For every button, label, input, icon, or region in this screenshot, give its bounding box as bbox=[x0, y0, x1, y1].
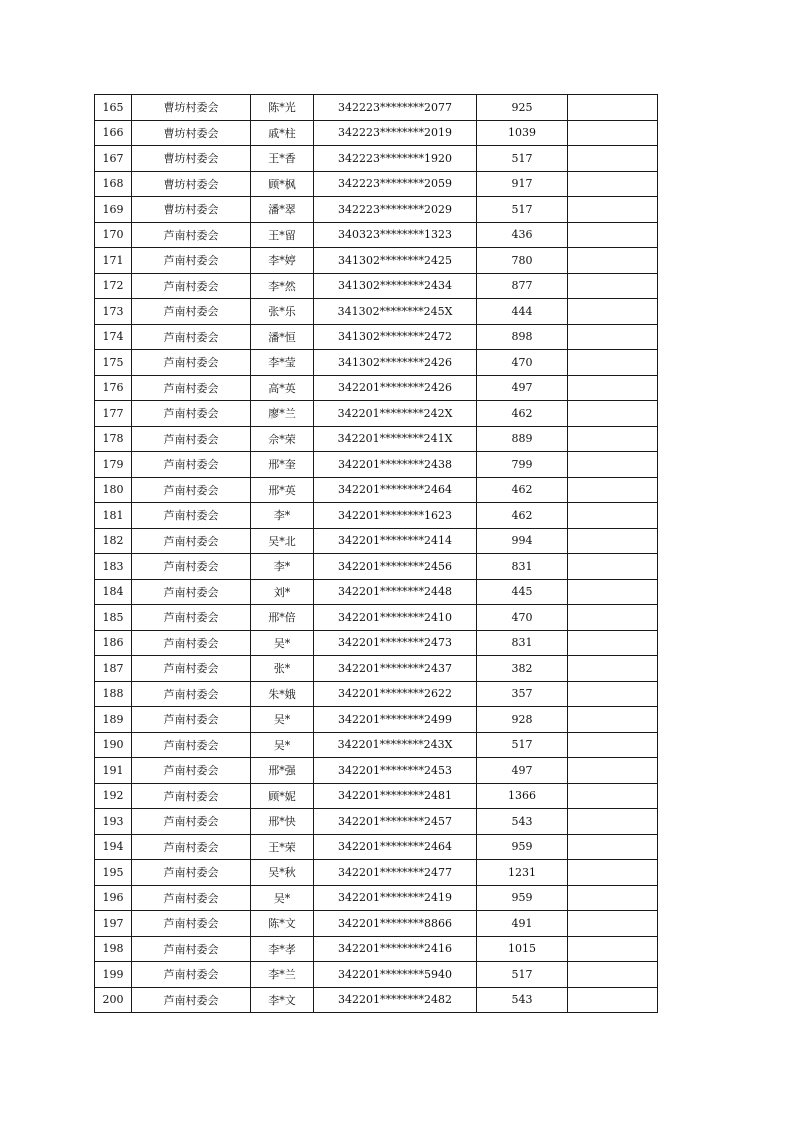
remarks-cell bbox=[568, 197, 658, 223]
village-committee-cell: 曹坊村委会 bbox=[132, 95, 251, 121]
row-number-cell: 196 bbox=[95, 885, 132, 911]
person-name-cell: 吴* bbox=[251, 707, 314, 733]
amount-cell: 925 bbox=[477, 95, 568, 121]
table-row bbox=[95, 528, 658, 554]
remarks-cell bbox=[568, 452, 658, 478]
village-committee-cell: 芦南村委会 bbox=[132, 528, 251, 554]
person-name-cell: 李*婷 bbox=[251, 248, 314, 274]
row-number-cell: 168 bbox=[95, 171, 132, 197]
village-committee-cell: 芦南村委会 bbox=[132, 962, 251, 988]
remarks-cell bbox=[568, 426, 658, 452]
id-number-cell: 342201********2477 bbox=[314, 860, 477, 886]
remarks-cell bbox=[568, 707, 658, 733]
id-number-cell: 342223********2077 bbox=[314, 95, 477, 121]
amount-cell: 445 bbox=[477, 579, 568, 605]
table-row bbox=[95, 783, 658, 809]
id-number-cell: 342201********2499 bbox=[314, 707, 477, 733]
village-committee-cell: 芦南村委会 bbox=[132, 860, 251, 886]
row-number-cell: 175 bbox=[95, 350, 132, 376]
village-committee-cell: 芦南村委会 bbox=[132, 783, 251, 809]
remarks-cell bbox=[568, 248, 658, 274]
id-number-cell: 342223********1920 bbox=[314, 146, 477, 172]
person-name-cell: 李*莹 bbox=[251, 350, 314, 376]
person-name-cell: 佘*荣 bbox=[251, 426, 314, 452]
amount-cell: 959 bbox=[477, 834, 568, 860]
remarks-cell bbox=[568, 350, 658, 376]
remarks-cell bbox=[568, 375, 658, 401]
remarks-cell bbox=[568, 681, 658, 707]
village-committee-cell: 曹坊村委会 bbox=[132, 171, 251, 197]
row-number-cell: 176 bbox=[95, 375, 132, 401]
person-name-cell: 吴* bbox=[251, 885, 314, 911]
table-row bbox=[95, 197, 658, 223]
person-name-cell: 吴* bbox=[251, 630, 314, 656]
amount-cell: 799 bbox=[477, 452, 568, 478]
village-committee-cell: 芦南村委会 bbox=[132, 477, 251, 503]
amount-cell: 462 bbox=[477, 503, 568, 529]
remarks-cell bbox=[568, 401, 658, 427]
amount-cell: 877 bbox=[477, 273, 568, 299]
person-name-cell: 廖*兰 bbox=[251, 401, 314, 427]
village-committee-cell: 曹坊村委会 bbox=[132, 146, 251, 172]
row-number-cell: 190 bbox=[95, 732, 132, 758]
village-committee-cell: 芦南村委会 bbox=[132, 987, 251, 1013]
amount-cell: 444 bbox=[477, 299, 568, 325]
amount-cell: 831 bbox=[477, 554, 568, 580]
person-name-cell: 邢*强 bbox=[251, 758, 314, 784]
person-name-cell: 李* bbox=[251, 503, 314, 529]
id-number-cell: 342201********241X bbox=[314, 426, 477, 452]
village-committee-cell: 芦南村委会 bbox=[132, 681, 251, 707]
remarks-cell bbox=[568, 630, 658, 656]
person-name-cell: 高*英 bbox=[251, 375, 314, 401]
remarks-cell bbox=[568, 936, 658, 962]
row-number-cell: 194 bbox=[95, 834, 132, 860]
row-number-cell: 166 bbox=[95, 120, 132, 146]
amount-cell: 517 bbox=[477, 146, 568, 172]
village-committee-cell: 芦南村委会 bbox=[132, 375, 251, 401]
id-number-cell: 342201********2448 bbox=[314, 579, 477, 605]
table-row bbox=[95, 809, 658, 835]
id-number-cell: 342201********2482 bbox=[314, 987, 477, 1013]
remarks-cell bbox=[568, 273, 658, 299]
amount-cell: 1366 bbox=[477, 783, 568, 809]
person-name-cell: 邢*倍 bbox=[251, 605, 314, 631]
table-row bbox=[95, 579, 658, 605]
table-row bbox=[95, 477, 658, 503]
village-committee-cell: 芦南村委会 bbox=[132, 656, 251, 682]
remarks-cell bbox=[568, 146, 658, 172]
village-committee-cell: 芦南村委会 bbox=[132, 834, 251, 860]
person-name-cell: 吴* bbox=[251, 732, 314, 758]
village-committee-cell: 芦南村委会 bbox=[132, 401, 251, 427]
amount-cell: 917 bbox=[477, 171, 568, 197]
amount-cell: 497 bbox=[477, 758, 568, 784]
id-number-cell: 342201********5940 bbox=[314, 962, 477, 988]
row-number-cell: 172 bbox=[95, 273, 132, 299]
person-name-cell: 刘* bbox=[251, 579, 314, 605]
village-committee-cell: 芦南村委会 bbox=[132, 630, 251, 656]
person-name-cell: 王*香 bbox=[251, 146, 314, 172]
person-name-cell: 王*荣 bbox=[251, 834, 314, 860]
village-committee-cell: 芦南村委会 bbox=[132, 222, 251, 248]
amount-cell: 436 bbox=[477, 222, 568, 248]
remarks-cell bbox=[568, 554, 658, 580]
village-committee-cell: 芦南村委会 bbox=[132, 324, 251, 350]
id-number-cell: 342201********2416 bbox=[314, 936, 477, 962]
table-row bbox=[95, 681, 658, 707]
id-number-cell: 342223********2029 bbox=[314, 197, 477, 223]
table-row bbox=[95, 248, 658, 274]
table-row bbox=[95, 860, 658, 886]
village-committee-cell: 芦南村委会 bbox=[132, 707, 251, 733]
row-number-cell: 189 bbox=[95, 707, 132, 733]
table-row bbox=[95, 707, 658, 733]
table-row bbox=[95, 911, 658, 937]
id-number-cell: 342201********2464 bbox=[314, 834, 477, 860]
id-number-cell: 342201********2414 bbox=[314, 528, 477, 554]
village-committee-cell: 芦南村委会 bbox=[132, 503, 251, 529]
table-row bbox=[95, 426, 658, 452]
amount-cell: 1231 bbox=[477, 860, 568, 886]
amount-cell: 491 bbox=[477, 911, 568, 937]
row-number-cell: 170 bbox=[95, 222, 132, 248]
row-number-cell: 193 bbox=[95, 809, 132, 835]
remarks-cell bbox=[568, 605, 658, 631]
row-number-cell: 188 bbox=[95, 681, 132, 707]
id-number-cell: 342223********2059 bbox=[314, 171, 477, 197]
person-name-cell: 李*孝 bbox=[251, 936, 314, 962]
table-row bbox=[95, 401, 658, 427]
row-number-cell: 174 bbox=[95, 324, 132, 350]
amount-cell: 517 bbox=[477, 732, 568, 758]
id-number-cell: 341302********245X bbox=[314, 299, 477, 325]
id-number-cell: 341302********2426 bbox=[314, 350, 477, 376]
id-number-cell: 340323********1323 bbox=[314, 222, 477, 248]
village-committee-cell: 芦南村委会 bbox=[132, 273, 251, 299]
person-name-cell: 潘*恒 bbox=[251, 324, 314, 350]
amount-cell: 1039 bbox=[477, 120, 568, 146]
person-name-cell: 张*乐 bbox=[251, 299, 314, 325]
row-number-cell: 171 bbox=[95, 248, 132, 274]
amount-cell: 889 bbox=[477, 426, 568, 452]
id-number-cell: 342201********242X bbox=[314, 401, 477, 427]
row-number-cell: 182 bbox=[95, 528, 132, 554]
row-number-cell: 192 bbox=[95, 783, 132, 809]
remarks-cell bbox=[568, 962, 658, 988]
table-row bbox=[95, 554, 658, 580]
person-name-cell: 李*然 bbox=[251, 273, 314, 299]
table-row bbox=[95, 146, 658, 172]
remarks-cell bbox=[568, 885, 658, 911]
person-name-cell: 张* bbox=[251, 656, 314, 682]
id-number-cell: 342201********2453 bbox=[314, 758, 477, 784]
table-row bbox=[95, 299, 658, 325]
person-name-cell: 朱*娥 bbox=[251, 681, 314, 707]
id-number-cell: 342201********243X bbox=[314, 732, 477, 758]
village-committee-cell: 芦南村委会 bbox=[132, 732, 251, 758]
id-number-cell: 341302********2425 bbox=[314, 248, 477, 274]
row-number-cell: 199 bbox=[95, 962, 132, 988]
remarks-cell bbox=[568, 834, 658, 860]
id-number-cell: 342201********2457 bbox=[314, 809, 477, 835]
remarks-cell bbox=[568, 732, 658, 758]
row-number-cell: 167 bbox=[95, 146, 132, 172]
table-row bbox=[95, 324, 658, 350]
remarks-cell bbox=[568, 656, 658, 682]
id-number-cell: 341302********2472 bbox=[314, 324, 477, 350]
id-number-cell: 342201********2410 bbox=[314, 605, 477, 631]
id-number-cell: 342201********2438 bbox=[314, 452, 477, 478]
table-row bbox=[95, 834, 658, 860]
village-committee-cell: 芦南村委会 bbox=[132, 911, 251, 937]
remarks-cell bbox=[568, 987, 658, 1013]
village-committee-cell: 芦南村委会 bbox=[132, 554, 251, 580]
person-name-cell: 吴*北 bbox=[251, 528, 314, 554]
amount-cell: 470 bbox=[477, 605, 568, 631]
person-name-cell: 邢*奎 bbox=[251, 452, 314, 478]
row-number-cell: 187 bbox=[95, 656, 132, 682]
id-number-cell: 342201********2473 bbox=[314, 630, 477, 656]
remarks-cell bbox=[568, 579, 658, 605]
person-name-cell: 邢*快 bbox=[251, 809, 314, 835]
row-number-cell: 169 bbox=[95, 197, 132, 223]
id-number-cell: 342201********2481 bbox=[314, 783, 477, 809]
id-number-cell: 342201********2437 bbox=[314, 656, 477, 682]
row-number-cell: 198 bbox=[95, 936, 132, 962]
table-row bbox=[95, 987, 658, 1013]
person-name-cell: 王*留 bbox=[251, 222, 314, 248]
remarks-cell bbox=[568, 528, 658, 554]
amount-cell: 959 bbox=[477, 885, 568, 911]
row-number-cell: 186 bbox=[95, 630, 132, 656]
person-name-cell: 顾*枫 bbox=[251, 171, 314, 197]
person-name-cell: 吴*秋 bbox=[251, 860, 314, 886]
table-row bbox=[95, 222, 658, 248]
person-name-cell: 顾*妮 bbox=[251, 783, 314, 809]
remarks-cell bbox=[568, 477, 658, 503]
person-name-cell: 李*兰 bbox=[251, 962, 314, 988]
remarks-cell bbox=[568, 222, 658, 248]
table-row bbox=[95, 962, 658, 988]
row-number-cell: 181 bbox=[95, 503, 132, 529]
row-number-cell: 184 bbox=[95, 579, 132, 605]
table-row bbox=[95, 630, 658, 656]
remarks-cell bbox=[568, 120, 658, 146]
id-number-cell: 342201********2464 bbox=[314, 477, 477, 503]
remarks-cell bbox=[568, 95, 658, 121]
table-row bbox=[95, 120, 658, 146]
table-row bbox=[95, 936, 658, 962]
amount-cell: 497 bbox=[477, 375, 568, 401]
table-row bbox=[95, 273, 658, 299]
amount-cell: 470 bbox=[477, 350, 568, 376]
row-number-cell: 185 bbox=[95, 605, 132, 631]
amount-cell: 543 bbox=[477, 987, 568, 1013]
person-name-cell: 戚*柱 bbox=[251, 120, 314, 146]
id-number-cell: 341302********2434 bbox=[314, 273, 477, 299]
row-number-cell: 197 bbox=[95, 911, 132, 937]
table-row bbox=[95, 350, 658, 376]
roster-table-body bbox=[95, 95, 658, 1013]
id-number-cell: 342201********2419 bbox=[314, 885, 477, 911]
amount-cell: 780 bbox=[477, 248, 568, 274]
id-number-cell: 342201********8866 bbox=[314, 911, 477, 937]
roster-table bbox=[94, 94, 658, 1013]
village-committee-cell: 芦南村委会 bbox=[132, 605, 251, 631]
id-number-cell: 342201********2622 bbox=[314, 681, 477, 707]
table-row bbox=[95, 758, 658, 784]
person-name-cell: 邢*英 bbox=[251, 477, 314, 503]
remarks-cell bbox=[568, 324, 658, 350]
row-number-cell: 195 bbox=[95, 860, 132, 886]
amount-cell: 831 bbox=[477, 630, 568, 656]
table-row bbox=[95, 885, 658, 911]
remarks-cell bbox=[568, 171, 658, 197]
person-name-cell: 李*文 bbox=[251, 987, 314, 1013]
village-committee-cell: 芦南村委会 bbox=[132, 885, 251, 911]
row-number-cell: 183 bbox=[95, 554, 132, 580]
table-row bbox=[95, 375, 658, 401]
remarks-cell bbox=[568, 783, 658, 809]
person-name-cell: 陈*文 bbox=[251, 911, 314, 937]
table-row bbox=[95, 605, 658, 631]
village-committee-cell: 曹坊村委会 bbox=[132, 120, 251, 146]
id-number-cell: 342201********2456 bbox=[314, 554, 477, 580]
row-number-cell: 165 bbox=[95, 95, 132, 121]
remarks-cell bbox=[568, 299, 658, 325]
row-number-cell: 177 bbox=[95, 401, 132, 427]
table-row bbox=[95, 503, 658, 529]
id-number-cell: 342201********1623 bbox=[314, 503, 477, 529]
village-committee-cell: 芦南村委会 bbox=[132, 426, 251, 452]
amount-cell: 898 bbox=[477, 324, 568, 350]
table-row bbox=[95, 95, 658, 121]
table-row bbox=[95, 656, 658, 682]
village-committee-cell: 芦南村委会 bbox=[132, 758, 251, 784]
amount-cell: 462 bbox=[477, 477, 568, 503]
person-name-cell: 陈*光 bbox=[251, 95, 314, 121]
amount-cell: 994 bbox=[477, 528, 568, 554]
village-committee-cell: 芦南村委会 bbox=[132, 452, 251, 478]
person-name-cell: 潘*翠 bbox=[251, 197, 314, 223]
person-name-cell: 李* bbox=[251, 554, 314, 580]
id-number-cell: 342223********2019 bbox=[314, 120, 477, 146]
id-number-cell: 342201********2426 bbox=[314, 375, 477, 401]
amount-cell: 462 bbox=[477, 401, 568, 427]
village-committee-cell: 曹坊村委会 bbox=[132, 197, 251, 223]
village-committee-cell: 芦南村委会 bbox=[132, 579, 251, 605]
village-committee-cell: 芦南村委会 bbox=[132, 299, 251, 325]
table-row bbox=[95, 452, 658, 478]
remarks-cell bbox=[568, 860, 658, 886]
row-number-cell: 178 bbox=[95, 426, 132, 452]
amount-cell: 543 bbox=[477, 809, 568, 835]
remarks-cell bbox=[568, 503, 658, 529]
row-number-cell: 200 bbox=[95, 987, 132, 1013]
row-number-cell: 179 bbox=[95, 452, 132, 478]
amount-cell: 357 bbox=[477, 681, 568, 707]
village-committee-cell: 芦南村委会 bbox=[132, 350, 251, 376]
village-committee-cell: 芦南村委会 bbox=[132, 936, 251, 962]
amount-cell: 928 bbox=[477, 707, 568, 733]
table-row bbox=[95, 171, 658, 197]
row-number-cell: 191 bbox=[95, 758, 132, 784]
remarks-cell bbox=[568, 809, 658, 835]
village-committee-cell: 芦南村委会 bbox=[132, 248, 251, 274]
amount-cell: 517 bbox=[477, 962, 568, 988]
row-number-cell: 180 bbox=[95, 477, 132, 503]
village-committee-cell: 芦南村委会 bbox=[132, 809, 251, 835]
amount-cell: 1015 bbox=[477, 936, 568, 962]
remarks-cell bbox=[568, 758, 658, 784]
row-number-cell: 173 bbox=[95, 299, 132, 325]
amount-cell: 517 bbox=[477, 197, 568, 223]
remarks-cell bbox=[568, 911, 658, 937]
amount-cell: 382 bbox=[477, 656, 568, 682]
table-row bbox=[95, 732, 658, 758]
